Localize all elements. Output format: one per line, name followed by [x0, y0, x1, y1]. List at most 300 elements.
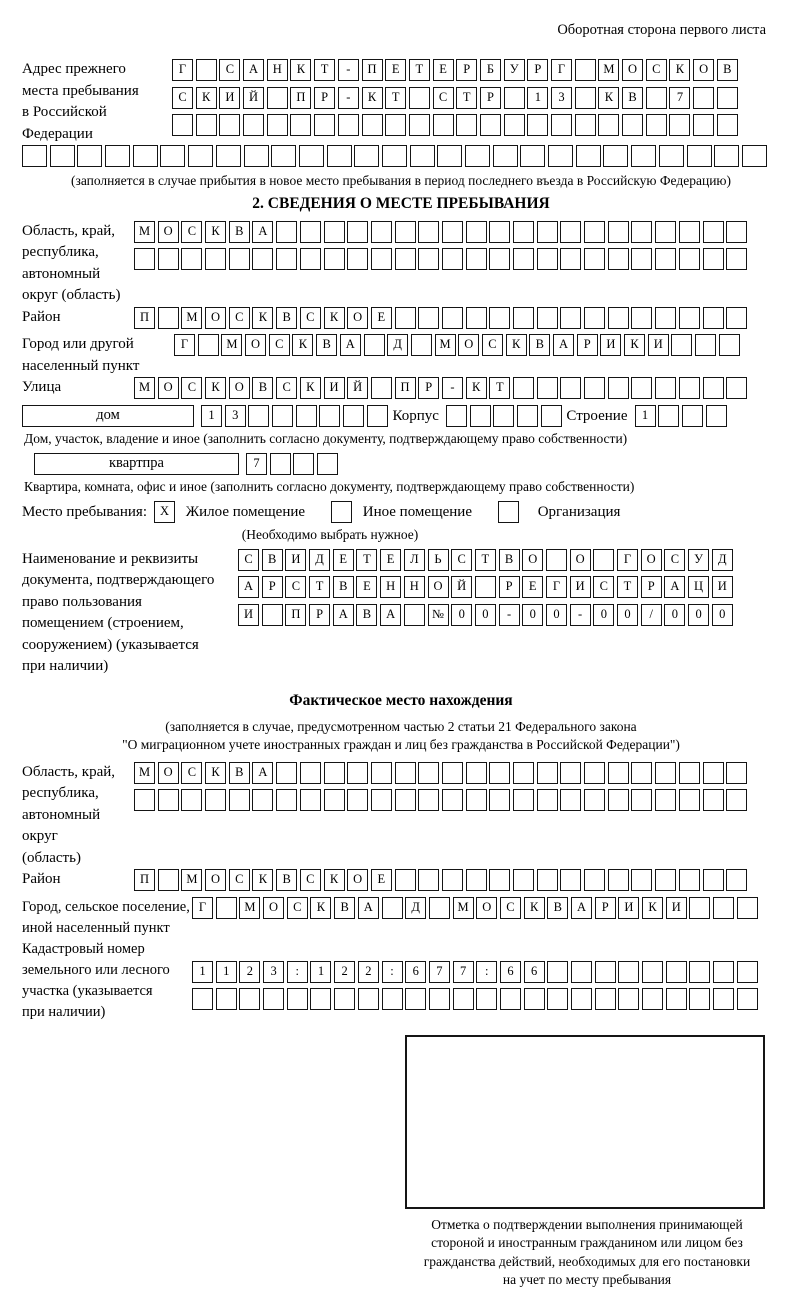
form-cell: Г [192, 897, 213, 919]
form-cell [276, 248, 297, 270]
form-cell [243, 114, 264, 136]
form-cell: В [276, 307, 297, 329]
label-line: места пребывания [22, 82, 139, 99]
form-cell: П [395, 377, 416, 399]
label-line: (область) [22, 849, 81, 866]
section3-title: Фактическое место нахождения [289, 691, 513, 709]
form-cell: Е [385, 59, 406, 81]
form-cell: 2 [239, 961, 260, 983]
form-cell: О [263, 897, 284, 919]
label-line: Область, край, [22, 222, 116, 239]
form-cell [679, 869, 700, 891]
form-cell [655, 307, 676, 329]
form-cell [466, 869, 487, 891]
form-cell: 1 [192, 961, 213, 983]
form-cell: К [205, 221, 226, 243]
form-cell [537, 377, 558, 399]
form-cell [551, 114, 572, 136]
form-cell [371, 789, 392, 811]
form-cell [466, 762, 487, 784]
form-cell: 0 [522, 604, 543, 626]
form-cell: В [547, 897, 568, 919]
form-cell [584, 869, 605, 891]
form-cell: - [499, 604, 520, 626]
form-cell: 2 [334, 961, 355, 983]
char-grid-row [134, 221, 750, 243]
form-cell [442, 248, 463, 270]
form-cell [642, 961, 663, 983]
form-cell [631, 248, 652, 270]
form-cell [442, 307, 463, 329]
form-cell [324, 248, 345, 270]
form-cell [409, 114, 430, 136]
form-cell [631, 762, 652, 784]
form-cell: 1 [216, 961, 237, 983]
section3-caption-line2: "О миграционном учете иностранных граждан и лиц без гражданства в Российской Федерации") [122, 736, 680, 752]
form-cell [575, 59, 596, 81]
form-cell [382, 145, 407, 167]
form-cell [713, 897, 734, 919]
form-cell [671, 334, 692, 356]
form-cell [571, 988, 592, 1010]
option-label-zhiloe: Жилое помещение [185, 503, 306, 520]
form-cell [229, 248, 250, 270]
form-cell [659, 145, 684, 167]
label-line: автономный [22, 265, 101, 282]
form-cell: А [252, 221, 273, 243]
form-cell: С [229, 307, 250, 329]
s3-kadastr-grid [192, 939, 761, 1016]
form-cell [404, 604, 425, 626]
form-cell [726, 377, 747, 399]
form-cell [693, 87, 714, 109]
form-cell [560, 789, 581, 811]
form-cell: А [243, 59, 264, 81]
form-cell [338, 114, 359, 136]
form-cell: 0 [712, 604, 733, 626]
form-cell [608, 377, 629, 399]
form-cell: Ц [688, 576, 709, 598]
form-cell [188, 145, 213, 167]
form-cell: И [324, 377, 345, 399]
confirmation-mark-caption [393, 1216, 781, 1290]
dom-caption: Дом, участок, владение и иное (заполнить согласно документу, подтверждающему право собственности) [24, 430, 628, 446]
form-cell: А [340, 334, 361, 356]
form-cell: У [504, 59, 525, 81]
label-line: Город, сельское поселение, [22, 898, 190, 915]
form-cell: С [482, 334, 503, 356]
s2-oblast-label [22, 221, 134, 307]
char-grid-row [134, 869, 750, 891]
option-label-organizatsiya: Организация [537, 503, 621, 520]
label-line: документа, подтверждающего [22, 572, 215, 588]
form-cell: 6 [405, 961, 426, 983]
form-cell: С [664, 549, 685, 571]
form-cell [666, 961, 687, 983]
form-cell: О [622, 59, 643, 81]
form-cell [300, 221, 321, 243]
form-cell [513, 307, 534, 329]
form-cell: Р [262, 576, 283, 598]
form-cell [205, 789, 226, 811]
form-cell: И [712, 576, 733, 598]
form-cell [584, 789, 605, 811]
form-cell [713, 961, 734, 983]
form-cell [181, 789, 202, 811]
form-cell [658, 405, 679, 427]
form-cell [470, 405, 491, 427]
label-line: помещением (строением, [22, 615, 184, 631]
form-cell: Й [451, 576, 472, 598]
form-cell: Р [309, 604, 330, 626]
form-cell: Л [404, 549, 425, 571]
form-cell [537, 869, 558, 891]
label-line: при наличии) [22, 658, 109, 674]
form-cell [689, 897, 710, 919]
label-line: Адрес прежнего [22, 61, 126, 77]
form-cell [537, 762, 558, 784]
form-cell: О [693, 59, 714, 81]
checkbox-organizatsiya [498, 501, 519, 523]
form-cell: В [316, 334, 337, 356]
form-cell: М [134, 762, 155, 784]
form-cell [216, 145, 241, 167]
label-line: Область, край, [22, 763, 116, 780]
form-cell [682, 405, 703, 427]
form-cell [655, 248, 676, 270]
form-cell [229, 789, 250, 811]
form-cell [418, 307, 439, 329]
s3-rayon-label: Район [22, 871, 61, 887]
form-cell: С [451, 549, 472, 571]
form-cell [631, 221, 652, 243]
form-cell [181, 248, 202, 270]
form-cell [410, 145, 435, 167]
form-cell [706, 405, 727, 427]
form-cell [560, 377, 581, 399]
form-cell [737, 897, 758, 919]
form-cell: 1 [201, 405, 222, 427]
form-cell [631, 789, 652, 811]
form-cell [310, 988, 331, 1010]
char-grid-row [172, 59, 741, 81]
form-cell [248, 405, 269, 427]
s3-oblast-grid [134, 762, 750, 817]
form-cell [158, 307, 179, 329]
form-cell [546, 549, 567, 571]
mark-caption-line: стороной и иностранным гражданином или лицом без [431, 1235, 743, 1250]
form-cell [160, 145, 185, 167]
form-cell: : [382, 961, 403, 983]
form-cell [367, 405, 388, 427]
form-cell [442, 869, 463, 891]
label-line: Наименование и реквизиты [22, 550, 199, 567]
form-cell [466, 307, 487, 329]
form-cell [726, 221, 747, 243]
form-cell [382, 897, 403, 919]
dom-row [22, 405, 780, 427]
form-cell: Е [371, 869, 392, 891]
label-line: Город или другой [22, 336, 134, 352]
form-cell: № [428, 604, 449, 626]
form-cell [446, 405, 467, 427]
label-line: Федерации [22, 125, 93, 142]
form-cell [77, 145, 102, 167]
form-cell: 6 [524, 961, 545, 983]
form-cell: Р [480, 87, 501, 109]
form-cell [324, 762, 345, 784]
form-cell [442, 762, 463, 784]
form-cell: О [229, 377, 250, 399]
form-cell [537, 307, 558, 329]
form-cell [489, 869, 510, 891]
form-cell: Е [356, 576, 377, 598]
prev-address-grid [172, 59, 741, 142]
form-cell [584, 221, 605, 243]
kvartira-type-box: квартпра [34, 453, 239, 475]
form-cell [527, 114, 548, 136]
form-cell [575, 87, 596, 109]
form-cell [666, 988, 687, 1010]
checkbox-zhiloe-pomeschenie: X [154, 501, 175, 523]
form-cell [172, 114, 193, 136]
form-cell: М [239, 897, 260, 919]
mark-caption-line: на учет по месту пребывания [502, 1272, 672, 1287]
form-cell [442, 221, 463, 243]
label-line: республика, [22, 244, 99, 260]
form-cell: Р [418, 377, 439, 399]
form-cell [437, 145, 462, 167]
form-cell [679, 221, 700, 243]
char-grid-row [172, 114, 741, 136]
form-cell: И [570, 576, 591, 598]
form-cell: Р [577, 334, 598, 356]
form-cell [489, 762, 510, 784]
form-cell: К [598, 87, 619, 109]
label-line: автономный округ [22, 806, 101, 844]
form-cell: О [347, 869, 368, 891]
form-cell [290, 114, 311, 136]
form-cell [713, 988, 734, 1010]
form-cell [371, 377, 392, 399]
form-cell [493, 405, 514, 427]
page-header-note: Оборотная сторона первого листа [557, 22, 766, 38]
form-cell: - [442, 377, 463, 399]
form-cell: П [134, 869, 155, 891]
form-cell: О [158, 762, 179, 784]
form-cell [726, 248, 747, 270]
form-cell [513, 789, 534, 811]
form-cell [669, 114, 690, 136]
char-grid-row [134, 762, 750, 784]
form-cell: О [158, 221, 179, 243]
form-cell: А [238, 576, 259, 598]
mark-caption-line: гражданства действий, необходимых для его постановки [423, 1253, 751, 1269]
form-cell: В [499, 549, 520, 571]
form-cell: С [276, 377, 297, 399]
char-grid-row [192, 988, 761, 1010]
form-cell: Т [314, 59, 335, 81]
form-cell: П [285, 604, 306, 626]
form-cell [584, 307, 605, 329]
form-cell [319, 405, 340, 427]
form-cell [679, 762, 700, 784]
form-cell [520, 145, 545, 167]
form-cell: : [476, 961, 497, 983]
form-cell [244, 145, 269, 167]
form-cell: 3 [225, 405, 246, 427]
form-cell: К [300, 377, 321, 399]
form-cell [327, 145, 352, 167]
form-cell: 0 [664, 604, 685, 626]
confirmation-mark-box [405, 1035, 765, 1209]
form-cell [541, 405, 562, 427]
form-cell [105, 145, 130, 167]
form-cell: М [134, 377, 155, 399]
form-cell: В [229, 762, 250, 784]
form-cell [703, 377, 724, 399]
stroenie-cells [635, 405, 730, 427]
form-cell [703, 762, 724, 784]
form-cell: М [134, 221, 155, 243]
form-cell [364, 334, 385, 356]
form-cell [347, 789, 368, 811]
form-cell [192, 988, 213, 1010]
s2-oblast-grid [134, 221, 750, 276]
form-cell: К [310, 897, 331, 919]
form-cell [418, 789, 439, 811]
form-cell: С [285, 576, 306, 598]
form-cell: О [205, 869, 226, 891]
form-cell [362, 114, 383, 136]
form-cell [687, 145, 712, 167]
form-cell: 7 [429, 961, 450, 983]
form-cell: 6 [500, 961, 521, 983]
form-cell [517, 405, 538, 427]
form-cell [513, 869, 534, 891]
form-cell [537, 221, 558, 243]
form-cell: Г [172, 59, 193, 81]
form-cell: О [347, 307, 368, 329]
form-cell [703, 869, 724, 891]
s2-rayon-block [22, 307, 780, 335]
form-cell: К [324, 869, 345, 891]
confirmation-mark-area [393, 1035, 781, 1290]
form-cell: К [362, 87, 383, 109]
char-grid-row [134, 789, 750, 811]
form-cell: 0 [451, 604, 472, 626]
form-cell: Г [617, 549, 638, 571]
form-cell [158, 789, 179, 811]
label-line: населенный пункт [22, 357, 140, 374]
form-cell: О [522, 549, 543, 571]
form-cell: В [356, 604, 377, 626]
form-cell [524, 988, 545, 1010]
form-cell [513, 221, 534, 243]
form-cell [608, 248, 629, 270]
section2-title: 2. СВЕДЕНИЯ О МЕСТЕ ПРЕБЫВАНИЯ [252, 194, 550, 212]
form-cell [216, 988, 237, 1010]
form-cell [655, 789, 676, 811]
form-cell [603, 145, 628, 167]
form-cell [703, 307, 724, 329]
form-cell: Г [551, 59, 572, 81]
form-cell: 0 [475, 604, 496, 626]
form-cell: К [642, 897, 663, 919]
form-cell [395, 307, 416, 329]
form-cell [726, 869, 747, 891]
form-cell [324, 789, 345, 811]
form-cell [513, 377, 534, 399]
form-cell [560, 248, 581, 270]
form-cell: М [181, 869, 202, 891]
form-cell [134, 789, 155, 811]
form-cell [456, 114, 477, 136]
form-cell: В [262, 549, 283, 571]
label-line: сооружением) (указывается [22, 636, 199, 653]
prev-address-block [22, 59, 780, 145]
label-line: право пользования [22, 593, 142, 610]
form-cell [158, 869, 179, 891]
form-cell: О [570, 549, 591, 571]
form-cell [608, 307, 629, 329]
s3-rayon-block [22, 869, 780, 897]
form-cell: 0 [617, 604, 638, 626]
form-cell [631, 307, 652, 329]
form-cell: Р [499, 576, 520, 598]
form-cell [560, 762, 581, 784]
form-cell [595, 961, 616, 983]
char-grid-row [172, 87, 741, 109]
form-cell [196, 114, 217, 136]
form-cell: М [181, 307, 202, 329]
form-cell [466, 221, 487, 243]
form-cell: К [624, 334, 645, 356]
form-cell: / [641, 604, 662, 626]
form-cell [418, 762, 439, 784]
form-cell [679, 789, 700, 811]
form-cell: С [181, 377, 202, 399]
checkbox-inoe-pomeschenie [331, 501, 352, 523]
form-cell [547, 961, 568, 983]
form-cell [489, 307, 510, 329]
form-cell [513, 762, 534, 784]
form-cell [548, 145, 573, 167]
form-cell: С [287, 897, 308, 919]
section3-caption [22, 718, 780, 754]
form-cell [347, 248, 368, 270]
kvartira-number-cells [246, 453, 341, 475]
form-cell: И [648, 334, 669, 356]
form-cell: Д [405, 897, 426, 919]
form-cell [703, 221, 724, 243]
form-cell [679, 377, 700, 399]
form-cell [324, 221, 345, 243]
form-cell: 2 [358, 961, 379, 983]
form-cell: Т [356, 549, 377, 571]
form-cell: Г [546, 576, 567, 598]
form-cell: О [245, 334, 266, 356]
form-cell: О [205, 307, 226, 329]
form-cell [726, 789, 747, 811]
form-cell: 0 [593, 604, 614, 626]
form-cell [717, 87, 738, 109]
form-cell: Р [527, 59, 548, 81]
form-cell [714, 145, 739, 167]
form-cell [476, 988, 497, 1010]
form-cell: В [333, 576, 354, 598]
form-cell: Й [243, 87, 264, 109]
